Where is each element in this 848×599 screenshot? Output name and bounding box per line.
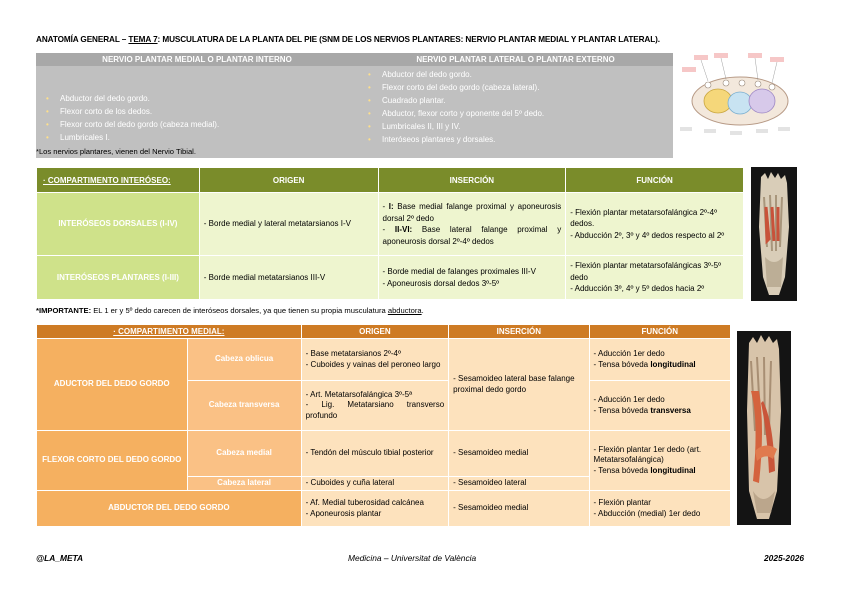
list-item: • Lumbricales II, III y IV. <box>362 120 669 133</box>
medial-compartment-foot-image <box>737 331 791 525</box>
table-row <box>37 431 731 477</box>
origen-cell: - Af. Medial tuberosidad calcánea - Aponeurosis plantar <box>301 491 448 527</box>
funcion-cell: - Flexión plantar metatarsofalángica 2º-4º dedos. - Abducción 2º, 3º y 4º dedos respecto al 2º <box>566 193 744 256</box>
funcion-header: FUNCIÓN <box>589 325 730 339</box>
cabeza-medial-label: Cabeza medial <box>187 431 301 477</box>
list-item: • Flexor corto del dedo gordo (cabeza medial). <box>40 118 354 131</box>
interoseo-table <box>36 167 744 300</box>
title-tema: TEMA 7 <box>128 35 158 44</box>
note-importante: *IMPORTANTE: EL 1 er y 5º dedo carecen de interóseos dorsales, ya que tienen su propia musculatura abductora. <box>36 306 424 315</box>
funcion-cell: - Aducción 1er dedo - Tensa bóveda transversa <box>589 381 730 431</box>
list-item: • Lumbricales I. <box>40 131 354 144</box>
list-item: • Flexor corto de los dedos. <box>40 105 354 118</box>
origen-cell: - Borde medial metatarsianos III-V <box>199 256 378 300</box>
insercion-header: INSERCIÓN <box>449 325 589 339</box>
lateral-nerve-list <box>358 66 673 158</box>
list-item: • Cuadrado plantar. <box>362 94 669 107</box>
lateral-nerve-header: NERVIO PLANTAR LATERAL O PLANTAR EXTERNO <box>358 53 673 66</box>
origen-cell: - Borde medial y lateral metatarsianos I-V <box>199 193 378 256</box>
cabeza-transversa-label: Cabeza transversa <box>187 381 301 431</box>
medial-table <box>36 324 731 527</box>
insercion-cell: - Borde medial de falanges proximales III-V - Aponeurosis dorsal dedos 3º-5º <box>378 256 566 300</box>
cabeza-oblicua-label: Cabeza oblicua <box>187 339 301 381</box>
funcion-cell: - Flexión plantar 1er dedo (art. Metatarsofalángica) - Tensa bóveda longitudinal <box>589 431 730 491</box>
insercion-cell: - I: Base medial falange proximal y aponeurosis dorsal 2º dedo - II-VI: Base lateral falange proximal y aponeurosis dorsal 2º-4º dedos <box>378 193 566 256</box>
list-item: • Abductor del dedo gordo. <box>362 68 669 81</box>
origen-cell: - Art. Metatarsofalángica 3º-5ª - Lig. Metatarsiano transverso profundo <box>301 381 448 431</box>
abductor-title: ABDUCTOR DEL DEDO GORDO <box>37 491 302 527</box>
table-row <box>37 193 744 256</box>
row-title: INTERÓSEOS DORSALES (I-IV) <box>37 193 200 256</box>
medial-header: · COMPARTIMENTO MEDIAL: <box>37 325 302 339</box>
aductor-title: ADUCTOR DEL DEDO GORDO <box>37 339 188 431</box>
nerves-table <box>36 53 673 158</box>
origen-cell: - Tendón del músculo tibial posterior <box>301 431 448 477</box>
flexor-title: FLEXOR CORTO DEL DEDO GORDO <box>37 431 188 491</box>
table-row <box>37 491 731 527</box>
funcion-cell: - Flexión plantar metatarsofalángicas 3º-5º dedo - Adducción 3º, 4º y 5º dedos hacia 2º <box>566 256 744 300</box>
footer-author: @LA_META <box>36 553 84 563</box>
row-title: INTERÓSEOS PLANTARES (I-III) <box>37 256 200 300</box>
list-item: • Interóseos plantares y dorsales. <box>362 133 669 146</box>
funcion-cell: - Flexión plantar - Abducción (medial) 1er dedo <box>589 491 730 527</box>
footer-year: 2025-2026 <box>764 553 805 563</box>
footer-university: Medicina – Universitat de València <box>348 553 477 563</box>
medial-nerve-header: NERVIO PLANTAR MEDIAL O PLANTAR INTERNO <box>36 53 358 66</box>
list-item: • Flexor corto del dedo gordo (cabeza lateral). <box>362 81 669 94</box>
table-row <box>37 339 731 381</box>
cabeza-lateral-label: Cabeza lateral <box>187 477 301 491</box>
insercion-cell: - Sesamoideo medial <box>449 431 589 477</box>
note-tibial: *Los nervios plantares, vienen del Nervio Tibial. <box>36 147 196 156</box>
origen-header: ORIGEN <box>199 168 378 193</box>
interosseous-foot-image <box>751 167 797 301</box>
list-item: • Abductor, flexor corto y oponente del 5º dedo. <box>362 107 669 120</box>
insercion-cell: - Sesamoideo lateral <box>449 477 589 491</box>
funcion-cell: - Aducción 1er dedo - Tensa bóveda longitudinal <box>589 339 730 381</box>
insercion-header: INSERCIÓN <box>378 168 566 193</box>
page-title: ANATOMÍA GENERAL – TEMA 7: MUSCULATURA DE LA PLANTA DEL PIE (SNM DE LOS NERVIOS PLANTARES: NERVIO PLANTAR MEDIAL Y PLANTAR LATERAL). <box>36 35 660 44</box>
origen-cell: - Cuboides y cuña lateral <box>301 477 448 491</box>
medial-nerve-list <box>36 66 358 158</box>
list-item: • Abductor del dedo gordo. <box>40 92 354 105</box>
origen-header: ORIGEN <box>301 325 448 339</box>
foot-cross-section-diagram <box>678 49 802 145</box>
funcion-header: FUNCIÓN <box>566 168 744 193</box>
table-row <box>37 256 744 300</box>
insercion-cell: - Sesamoideo lateral base falange proximal dedo gordo <box>449 339 589 431</box>
insercion-cell: - Sesamoideo medial <box>449 491 589 527</box>
origen-cell: - Base metatarsianos 2º-4º - Cuboides y vainas del peroneo largo <box>301 339 448 381</box>
interoseo-header: · COMPARTIMENTO INTERÓSEO: <box>37 168 200 193</box>
